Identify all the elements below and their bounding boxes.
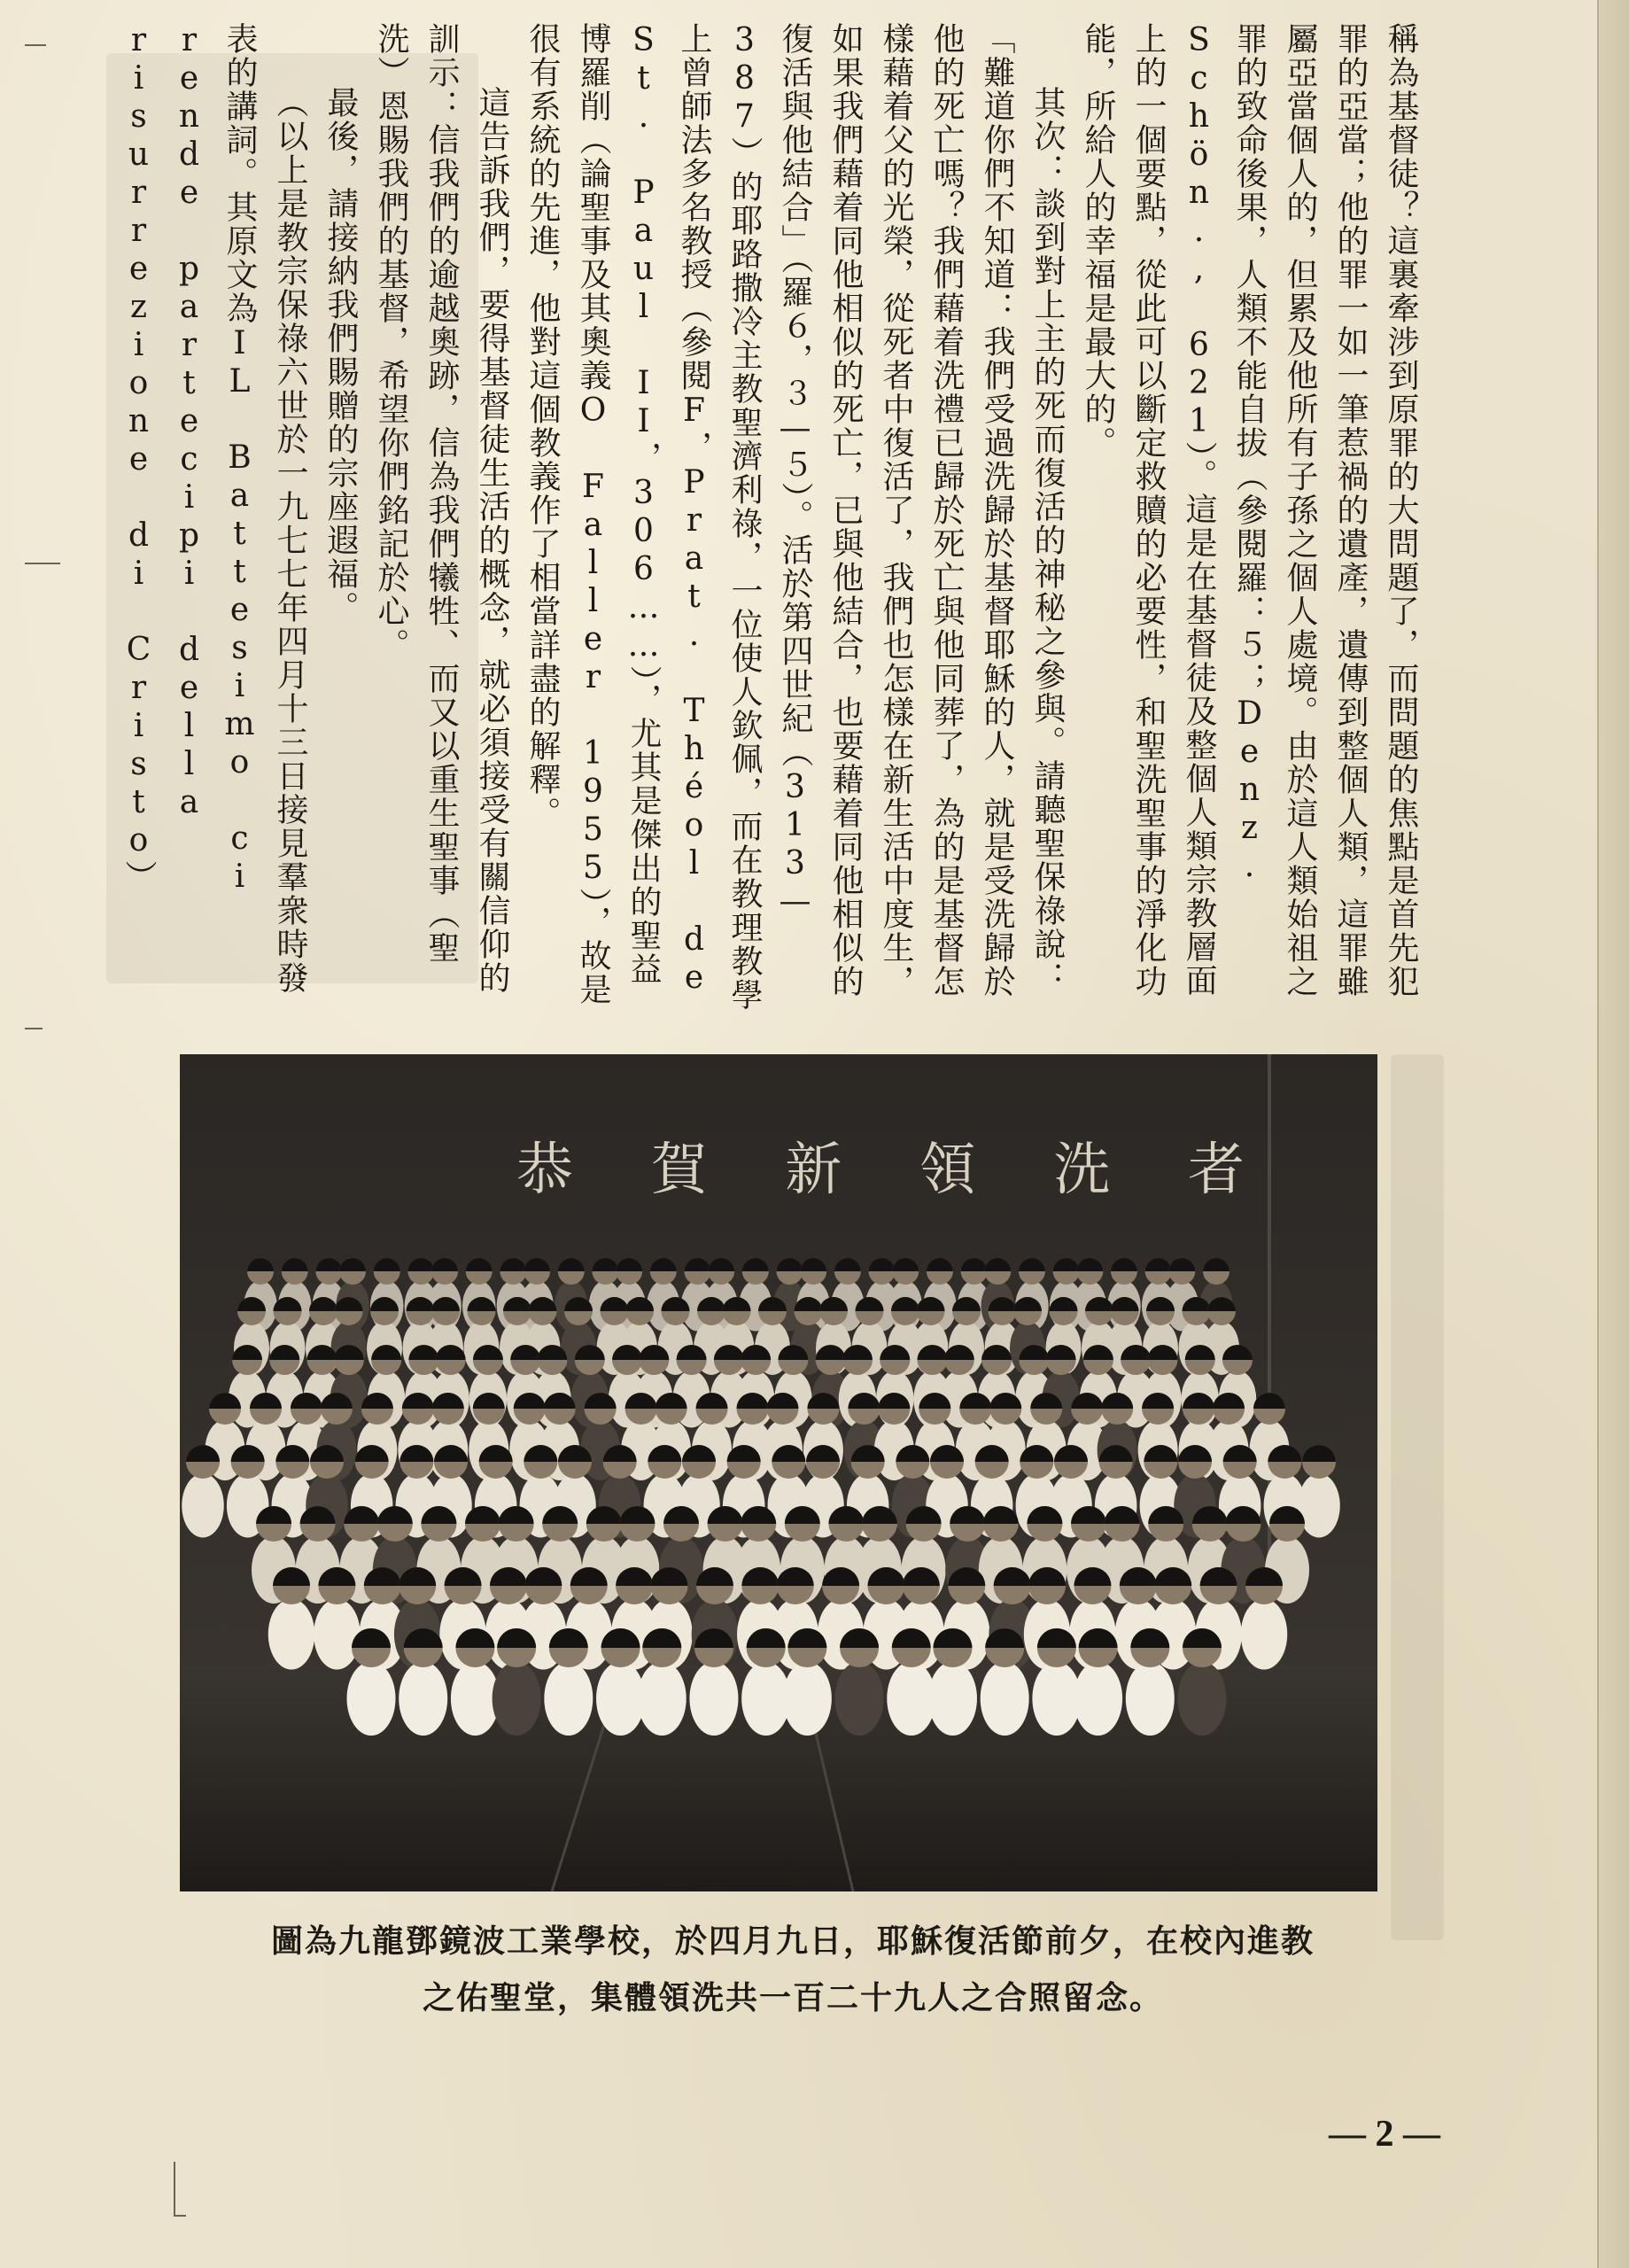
margin-mark: [25, 44, 46, 46]
banner: [516, 1125, 1252, 1205]
banner-char: 洗: [1053, 1138, 1118, 1203]
banner-char: 賀: [650, 1138, 715, 1203]
source-note: （以上是教宗保祿六世於一九七七年四月十三日接見羣衆時發表的講詞。其原文為IL Battesimo ci rende partecipi della risurrezione di Cristo）: [120, 22, 308, 995]
margin-mark: [25, 1028, 43, 1029]
paragraph: 其次：談到對上主的死而復活的神秘之參與。請聽聖保祿說：「難道你們不知道：我們受過洗歸於基督耶穌的人，就是受洗歸於他的死亡嗎？我們藉着洗禮已歸於死亡與他同葬了，為的是基督怎樣藉着父的光榮，從死者中復活了，我們也怎樣在新生活中度生，如果我們藉着同他相似的死亡，已與他結合，也要藉着同他相似的復活與他結合」（羅６，３—５）。活於第四世紀（313—387）的耶路撒冷主教聖濟利祿，一位使人欽佩，而在教理教學上曾師法多名教授（參閱F，Prat. Théol de St. Paul II，306……），尤其是傑出的聖益博羅削（論聖事及其奧義O Faller 1955），故是很有系統的先進，他對這個教義作了相當詳盡的解釋。: [524, 22, 1066, 1012]
page-edge: [1597, 0, 1629, 2268]
margin-mark: [174, 2215, 186, 2217]
caption-line: 之佑聖堂，集體領洗共一百二十九人之合照留念。: [422, 1980, 1163, 2016]
margin-mark: [25, 563, 60, 564]
banner-char: 者: [1187, 1138, 1252, 1203]
banner-char: 領: [919, 1138, 983, 1203]
article-text: [120, 22, 1426, 1014]
group-photo: [180, 1054, 1377, 1891]
paragraph: 最後，請接納我們賜贈的宗座遐福。: [322, 86, 359, 625]
photo-caption: [177, 1914, 1408, 2027]
banner-char: 恭: [516, 1138, 580, 1203]
bleed-through: [1391, 1054, 1444, 1940]
paragraph: 這告訴我們，要得基督徒生活的概念，就必須接受有關信仰的訓示：信我們的逾越奧跡，信為我們犧牲、而又以重生聖事（聖洗）恩賜我們的基督，希望你們銘記於心。: [373, 22, 510, 995]
caption-line: 圖為九龍鄧鏡波工業學校，於四月九日，耶穌復活節前夕，在校內進教: [270, 1923, 1315, 1960]
banner-char: 新: [785, 1138, 849, 1203]
page-number: — 2 —: [1329, 2114, 1440, 2155]
paragraph: 稱為基督徒？這裏牽涉到原罪的大問題了，而問題的焦點是首先犯罪的亞當；他的罪一如一筆惹禍的遺產，遺傳到整個人類，這罪雖屬亞當個人的，但累及他所有子孫之個人處境。由於這人類始祖之罪的致命後果，人類不能自拔（參閱羅：５；Denz. Schön., 621）。這是在基督徒及整個人類宗教層面上的一個要點，從此可以斷定救贖的必要性，和聖洗聖事的淨化功能，所給人的幸福是最大的。: [1080, 22, 1419, 998]
margin-mark: [174, 2162, 175, 2215]
